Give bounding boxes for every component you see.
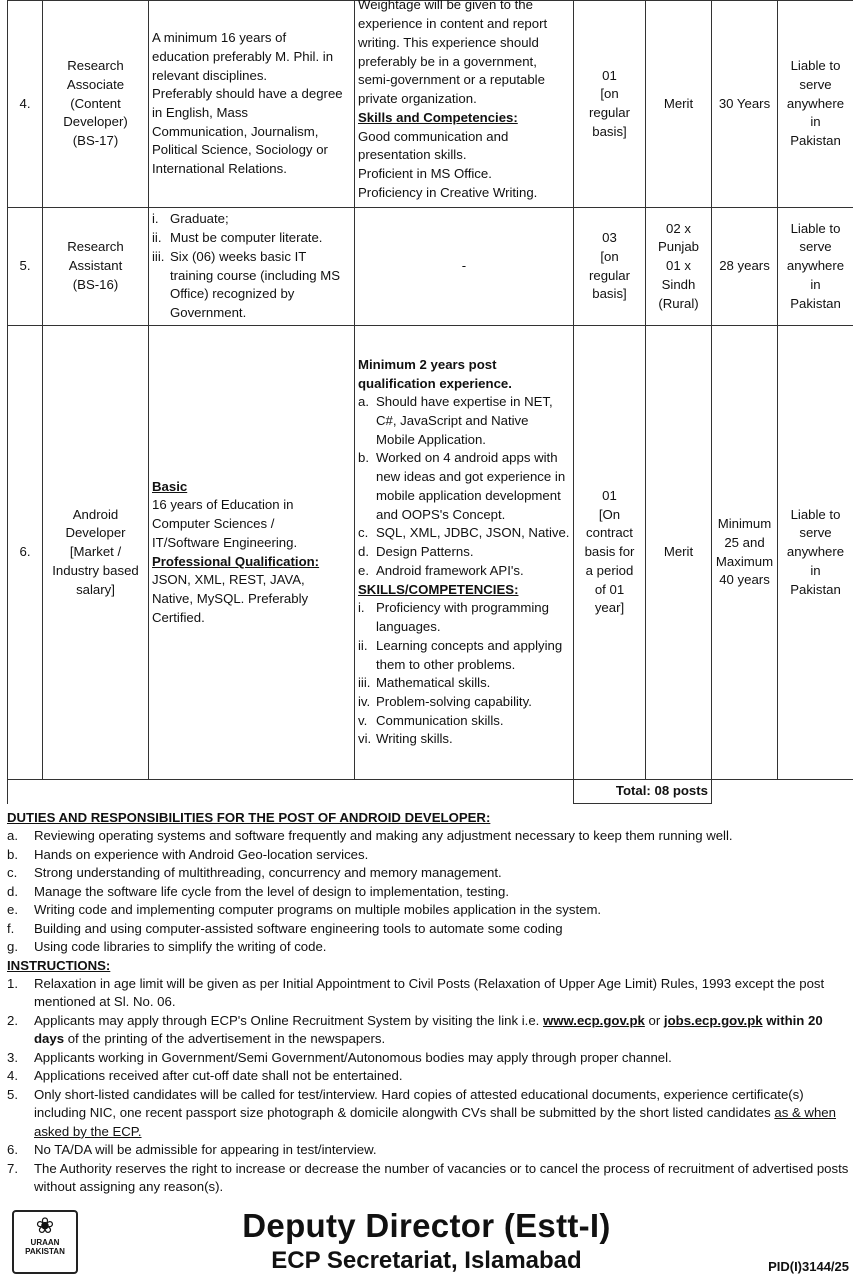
- domicile: Liable to serve anywhere in Pakistan: [778, 326, 853, 780]
- serial-number: 6.: [8, 326, 43, 780]
- serial-number: 5.: [8, 208, 43, 326]
- experience-heading: Minimum 2 years post qualification experience.: [358, 356, 512, 391]
- table-row: [8, 1, 853, 208]
- domicile: Liable to serve anywhere in Pakistan: [778, 1, 853, 208]
- quota: Merit: [646, 1, 712, 208]
- quota: Merit: [646, 326, 712, 780]
- number-of-posts: 03 [on regular basis]: [574, 208, 646, 326]
- experience: Weightage will be given to the experience in content and report writing. This experience should preferably be in a government, semi-government or a reputable private organization. Skills and Competencies: Good communication and presentation skills. Proficient in MS Office. Proficiency in Creative Writing.: [355, 1, 574, 208]
- number-of-posts: 01 [On contract basis for a period of 01 year]: [574, 326, 646, 780]
- list-item: 1. Relaxation in age limit will be given as per Initial Appointment to Civil Posts (Relaxation of Upper Age Limit) Rules, 1993 except the post mentioned at Sl. No. 06.: [7, 975, 825, 1010]
- serial-number: 4.: [8, 1, 43, 208]
- skills-heading: Skills and Competencies:: [358, 109, 518, 125]
- office-name: ECP Secretariat, Islamabad: [271, 1247, 582, 1274]
- list-item: 2. Applicants may apply through ECP's Online Recruitment System by visiting the link i.e. www.ecp.gov.pk or jobs.ecp.gov.pk within 20 days of the printing of the advertisement in the newspapers.: [7, 1012, 823, 1047]
- instructions-heading: INSTRUCTIONS:: [7, 957, 111, 973]
- post-name: Research Associate (Content Developer) (BS-17): [43, 1, 149, 208]
- pid-number: PID(I)3144/25: [768, 1259, 849, 1274]
- experience: -: [355, 208, 574, 326]
- duties-heading: DUTIES AND RESPONSIBILITIES FOR THE POST OF ANDROID DEVELOPER:: [7, 810, 491, 825]
- domicile: Liable to serve anywhere in Pakistan: [778, 208, 853, 326]
- table-row: [8, 326, 853, 780]
- list-item: 5. Only short-listed candidates will be called for test/interview. Hard copies of attested educational documents, experience certificate(s) including NIC, one recent passport size photograph & domicile alongwith CVs shall be submitted by the short listed candidates as & when asked by the ECP.: [7, 1086, 836, 1139]
- list-item: d. Manage the software life cycle from the level of design to implementation, testing.: [7, 883, 509, 899]
- list-item: f. Building and using computer-assisted software engineering tools to automate some coding: [7, 920, 563, 936]
- total-posts: Total: 08 posts: [574, 780, 712, 804]
- professional-heading: Professional Qualification:: [152, 553, 320, 569]
- age-limit: Minimum 25 and Maximum 40 years: [712, 326, 778, 780]
- uraan-pakistan-logo: ❀ URAAN PAKISTAN: [12, 1210, 78, 1274]
- bird-icon: ❀: [35, 1213, 55, 1238]
- age-limit: 30 Years: [712, 1, 778, 208]
- experience: Minimum 2 years post qualification experience. a. Should have expertise in NET, C#, JavaScript and Native Mobile Application. b. Worked on 4 android apps with new ideas and got experience in mobile application development and OOPS's Concept. c. SQL, XML, JDBC, JSON, Native. d. Design Patterns. e. Android framework API's. SKILLS/COMPETENCIES: i. Proficiency with programming languages. ii. Learning concepts and applying them to other problems. iii. Mathematical skills. iv. Problem-solving capability. v. Communication skills. vi. Writing skills.: [355, 326, 574, 780]
- list-item: c. Strong understanding of multithreading, concurrency and memory management.: [7, 865, 502, 881]
- list-item: 4. Applications received after cut-off date shall not be entertained.: [7, 1068, 403, 1084]
- total-row: [8, 780, 853, 804]
- basic-heading: Basic: [152, 478, 188, 494]
- duties-section: [7, 809, 849, 1197]
- list-item: 3. Applicants working in Government/Semi Government/Autonomous bodies may apply through proper channel.: [7, 1049, 672, 1065]
- age-limit: 28 years: [712, 208, 778, 326]
- list-item: b. Hands on experience with Android Geo-location services.: [7, 846, 369, 862]
- jobs-ecp-link[interactable]: jobs.ecp.gov.pk: [663, 1012, 763, 1028]
- post-name: Android Developer [Market / Industry based salary]: [43, 326, 149, 780]
- qualification: A minimum 16 years of education preferably M. Phil. in relevant disciplines. Preferably should have a degree in English, Mass Communication, Journalism, Political Science, Sociology or International Relations.: [149, 1, 355, 208]
- number-of-posts: 01 [on regular basis]: [574, 1, 646, 208]
- list-item: 6. No TA/DA will be admissible for appearing in test/interview.: [7, 1142, 377, 1158]
- ecp-link[interactable]: www.ecp.gov.pk: [543, 1012, 645, 1028]
- signatory-title: Deputy Director (Estt-I): [242, 1207, 611, 1244]
- list-item: 7. The Authority reserves the right to increase or decrease the number of vacancies or to cancel the process of recruitment of advertised posts without assigning any reason(s).: [7, 1160, 849, 1195]
- table-row: [8, 208, 853, 326]
- quota: 02 x Punjab 01 x Sindh (Rural): [646, 208, 712, 326]
- list-item: g. Using code libraries to simplify the writing of code.: [7, 939, 327, 955]
- list-item: a. Reviewing operating systems and software frequently and making any adjustment necessary to keep them running well.: [7, 828, 733, 844]
- list-item: e. Writing code and implementing computer programs on multiple mobiles application in the system.: [7, 902, 602, 918]
- skills-heading: SKILLS/COMPETENCIES:: [358, 581, 519, 597]
- post-name: Research Assistant (BS-16): [43, 208, 149, 326]
- posts-table: [7, 0, 853, 804]
- qualification: i. Graduate; ii. Must be computer literate. iii. Six (06) weeks basic IT training course (including MS Office) recognized by Government.: [149, 208, 355, 326]
- qualification: Basic 16 years of Education in Computer Sciences / IT/Software Engineering. Professional Qualification: JSON, XML, REST, JAVA, Native, MySQL. Preferably Certified.: [149, 326, 355, 780]
